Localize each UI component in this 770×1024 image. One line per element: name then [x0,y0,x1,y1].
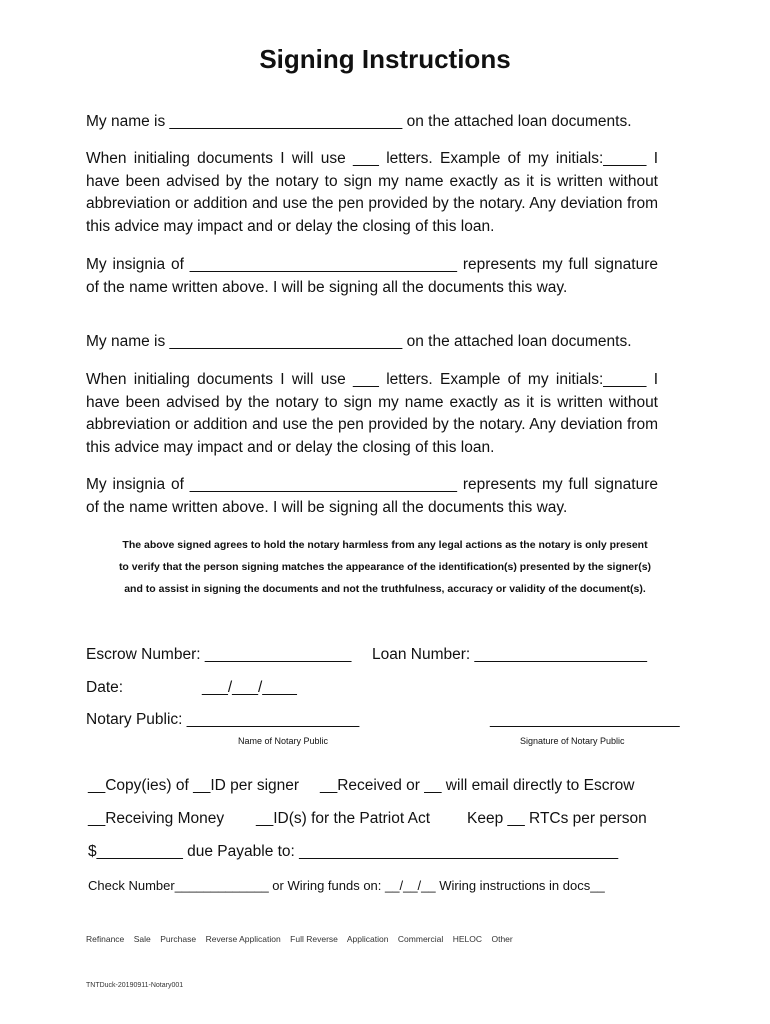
type-application: Application [346,934,389,944]
type-commercial: Commercial [397,934,444,944]
type-sale: Sale [133,934,151,944]
name-line-2: My name is ___________________________ on the attached loan documents. [86,333,632,350]
insignia-paragraph-1: My insignia of _______________________________ represents my full signature of the name written above. I will be signing all the documents this way. [86,256,658,296]
initials-paragraph-2: When initialing documents I will use ___ letters. Example of my initials:_____ I have been advised by the notary to sign my name exactly as it is written without abbreviation or addition and use the pen provided by the notary. Any deviation from this advice may impact and or delay the closing of this loan. [86,371,658,456]
type-other: Other [491,934,513,944]
receiving-money-item: __Receiving Money [88,810,225,827]
transaction-types [86,934,513,944]
disclaimer-line-1: The above signed agrees to hold the notary harmless from any legal actions as the notary is only present [122,539,648,551]
notary-public-field: Notary Public: ____________________ [86,711,360,728]
keep-rtcs-item: Keep __ RTCs per person [467,810,647,827]
type-full-reverse: Full Reverse [290,934,338,944]
notary-name-caption: Name of Notary Public [238,736,329,746]
escrow-number-field: Escrow Number: _________________ [86,646,352,663]
disclaimer-line-3: and to assist in signing the documents and not the truthfulness, accuracy or validity of the document(s). [124,583,646,595]
date-label: Date: [86,679,124,696]
type-purchase: Purchase [160,934,197,944]
loan-number-field: Loan Number: ____________________ [372,646,647,663]
check-wiring-line: Check Number_____________ or Wiring funds on: __/__/__ Wiring instructions in docs__ [88,878,605,893]
type-heloc: HELOC [452,934,483,944]
footer-code: TNTDuck-20190911-Notary001 [86,982,184,989]
received-email-item: __Received or __ will email directly to Escrow [320,777,635,794]
disclaimer-line-2: to verify that the person signing matches the appearance of the identification(s) presented by the signer(s) [118,561,652,573]
notary-signature-blank: ______________________ [490,711,680,728]
copies-id-item: __Copy(ies) of __ID per signer [88,777,300,794]
name-line-1: My name is ___________________________ on the attached loan documents. [86,113,632,130]
payable-to-line: $__________ due Payable to: _____________________________________ [88,843,619,860]
initials-paragraph-1: When initialing documents I will use ___ letters. Example of my initials:_____ I have been advised by the notary to sign my name exactly as it is written without abbreviation or addition and use the pen provided by the notary. Any deviation from this advice may impact and or delay the closing of this loan. [86,150,658,235]
type-reverse-application: Reverse Application [205,934,281,944]
type-refinance: Refinance [86,934,125,944]
page-title: Signing Instructions [259,44,511,74]
insignia-paragraph-2: My insignia of _______________________________ represents my full signature of the name written above. I will be signing all the documents this way. [86,476,658,516]
date-blank: ___/___/____ [202,679,297,696]
patriot-act-item: __ID(s) for the Patriot Act [256,810,431,827]
notary-signature-caption: Signature of Notary Public [520,736,625,746]
